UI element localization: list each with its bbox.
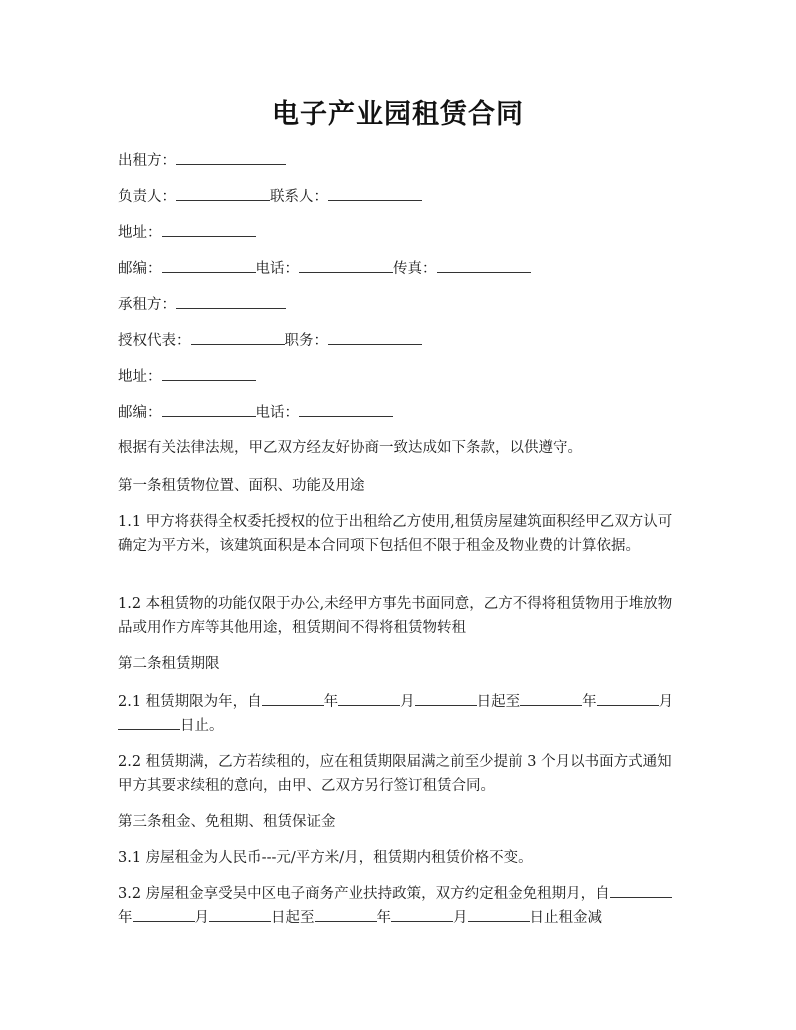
position-blank (328, 330, 422, 345)
clause-3-2-start: 3.2 房屋租金享受吴中区电子商务产业扶持政策，双方约定租金免租期月，自 (118, 886, 610, 902)
contact-label: 联系人： (270, 189, 328, 205)
lessee-address-line (118, 366, 256, 387)
manager-label: 负责人： (118, 189, 176, 205)
lessor-address-blank (162, 222, 256, 237)
waiver-end-month-blank (391, 907, 453, 922)
end-month-blank (597, 691, 659, 706)
waiver-month-unit: 月 (194, 910, 209, 926)
lessor-phone-label: 电话： (255, 261, 299, 277)
contact-blank (328, 186, 422, 201)
rep-line (118, 330, 422, 351)
position-label: 职务： (284, 333, 328, 349)
month-unit: 月 (400, 694, 415, 710)
lessee-address-label: 地址： (118, 369, 162, 385)
end-day-blank (118, 715, 180, 730)
lessee-contact-line (118, 402, 393, 423)
lessor-postcode-blank (162, 258, 256, 273)
lessor-blank (176, 150, 286, 165)
lessor-phone-blank (299, 258, 393, 273)
manager-blank (176, 186, 270, 201)
day-to-text: 日止。 (180, 718, 224, 734)
article-3-heading: 第三条租金、免租期、租赁保证金 (118, 814, 336, 830)
rep-label: 授权代表： (118, 333, 191, 349)
clause-2-1 (118, 690, 684, 738)
lessor-label: 出租方： (118, 153, 176, 169)
waiver-start-month-blank (133, 907, 195, 922)
day-from-text: 日起至 (476, 694, 521, 710)
lessor-line (118, 150, 286, 171)
start-year-blank (262, 691, 324, 706)
lessor-fax-blank (437, 258, 531, 273)
clause-1-2: 1.2 本租赁物的功能仅限于办公,未经甲方事先书面同意，乙方不得将租赁物用于堆放物品或用作方库等其他用途，租赁期间不得将租赁物转租 (118, 596, 673, 636)
lessor-postcode-label: 邮编： (118, 261, 162, 277)
lessee-address-blank (162, 366, 256, 381)
waiver-day-from-text: 日起至 (271, 910, 315, 926)
clause-3-2-tail: 日止租金减 (529, 910, 602, 926)
waiver-year-unit-2: 年 (376, 910, 391, 926)
clause-2-2: 2.2 租赁期满，乙方若续租的，应在租赁期限届满之前至少提前 3 个月以书面方式通知甲方其要求续租的意向，由甲、乙双方另行签订租赁合同。 (118, 754, 672, 794)
article-2-heading: 第二条租赁期限 (118, 656, 220, 672)
lessee-blank (176, 294, 286, 309)
document-title: 电子产业园租赁合同 (272, 99, 524, 130)
lessor-fax-label: 传真： (393, 261, 437, 277)
waiver-end-day-blank (468, 907, 530, 922)
year-unit: 年 (323, 694, 339, 710)
intro-text: 根据有关法律法规，甲乙双方经友好协商一致达成如下条款，以供遵守。 (118, 440, 582, 456)
waiver-start-day-blank (209, 907, 271, 922)
rep-blank (191, 330, 285, 345)
start-month-blank (338, 691, 400, 706)
end-year-blank (520, 691, 582, 706)
lessor-address-label: 地址： (118, 225, 162, 241)
waiver-year-unit: 年 (118, 910, 133, 926)
lessee-postcode-label: 邮编： (118, 405, 162, 421)
lessee-label: 承租方： (118, 297, 176, 313)
lessee-postcode-blank (162, 402, 256, 417)
lessor-contact-line (118, 258, 531, 279)
lessee-line (118, 294, 286, 315)
article-1-heading: 第一条租赁物位置、面积、功能及用途 (118, 478, 365, 494)
start-day-blank (415, 691, 477, 706)
manager-line (118, 186, 422, 207)
waiver-month-unit-2: 月 (453, 910, 468, 926)
clause-2-1-start: 2.1 租赁期限为年，自 (118, 694, 262, 710)
waiver-end-year-blank (315, 907, 377, 922)
lessor-address-line (118, 222, 256, 243)
clause-1-1: 1.1 甲方将获得全权委托授权的位于出租给乙方使用,租赁房屋建筑面积经甲乙双方认可确定为平方米，该建筑面积是本合同项下包括但不限于租金及物业费的计算依据。 (118, 514, 673, 554)
clause-3-1: 3.1 房屋租金为人民币---元/平方米/月，租赁期内租赁价格不变。 (118, 850, 533, 866)
waiver-start-year-blank (610, 883, 672, 898)
lessee-phone-blank (299, 402, 393, 417)
year-unit-2: 年 (582, 694, 597, 710)
clause-3-2 (118, 882, 684, 930)
lessee-phone-label: 电话： (255, 405, 299, 421)
month-unit-2: 月 (658, 694, 674, 710)
